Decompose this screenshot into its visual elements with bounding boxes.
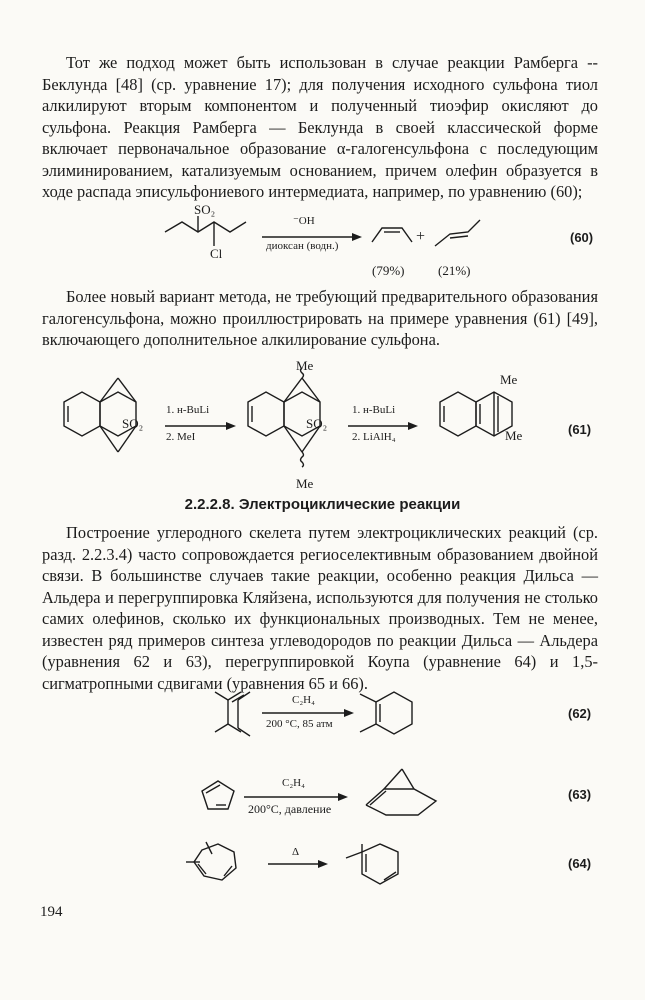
eq61-mol-b-ring-left: [248, 392, 284, 436]
eq61-mol-b-wavy-bottom: [301, 452, 304, 467]
equation-62: [0, 688, 645, 748]
eq60-reagent-bottom: диоксан (водн.): [266, 240, 339, 252]
eq60-yield-1: (79%): [372, 263, 405, 278]
eq60-reactant-chain: [165, 222, 246, 232]
eq62-reagent-top: C₂H₄: [292, 694, 315, 706]
eq61-mol-b-so2: SO₂: [306, 416, 328, 431]
eq63-reagent-top: C₂H₄: [282, 777, 305, 789]
eq63-norbornene: [366, 789, 436, 815]
section-heading: 2.2.2.8. Электроциклические реакции: [184, 496, 461, 513]
equation-64-structures: [0, 840, 645, 900]
eq61-step1-b: 1. н-BuLi: [352, 404, 396, 416]
eq61-mol-a-ring-left: [64, 392, 100, 436]
eq63-reagent-bottom: 200°C, давление: [248, 802, 332, 816]
page-number: 194: [40, 904, 63, 920]
eq64-reactant-ring: [194, 844, 236, 880]
eq60-plus: +: [416, 228, 426, 245]
eq61-step2-a: 2. MeI: [166, 431, 196, 443]
equation-63: [0, 765, 645, 835]
eq64-number: (64): [568, 856, 592, 871]
eq61-me-bottom: Me: [296, 476, 314, 491]
eq64-reagent-top: Δ: [292, 846, 300, 858]
eq61-number: (61): [568, 422, 592, 437]
eq62-reagent-bottom: 200 °C, 85 атм: [266, 718, 333, 730]
eq61-product-me-2: Me: [505, 428, 523, 443]
paragraph-1: Тот же подход может быть использован в случае реакции Рамберга -- Беклунда [48] (ср. уравнение 17); для получения исходного сульфона тиол алкилируют вторым компонентом и полученный тиоэфир окисляют до сульфона. Реакция Рамберга — Беклунда в своей классической форме включает первоначальное образование α-галогенсульфона с последующим элиминированием, катализуемым основанием, причем олефин образуется в ходе распада эписульфониевого интермедиата, например, по уравнению (60);: [42, 53, 598, 201]
eq60-product-trans: [435, 220, 480, 246]
paragraph-2: Более новый вариант метода, не требующий предварительного образования галогенсульфона, можно проиллюстрировать на примере уравнения (61) [49], включающего дополнительное алкилирование сульфона.: [42, 287, 598, 349]
eq62-product-ring: [376, 692, 412, 734]
paragraph-3: Построение углеродного скелета путем электроциклических реакций (ср. разд. 2.2.3.4) часто сопровождается региоселективным образованием двойной связи. В большинстве случаев такие реакции, особенно реакция Дильса — Альдера и перегруппировка Кляйзена, используются для получения не столько самих олефинов, сколько их функциональных производных. Тем не менее, известен ряд примеров синтеза углеводородов по реакции Дильса — Альдера (уравнения 62 и 63), перегруппировкой Коупа (уравнение 64) и 1,5-сигматропными сдвигами (уравнения 65 и 66).: [42, 523, 598, 693]
eq63-number: (63): [568, 787, 592, 802]
equation-60: [0, 200, 645, 280]
eq64-product-ring: [362, 844, 398, 884]
eq60-number: (60): [570, 230, 594, 245]
eq60-cl-label: Cl: [210, 246, 223, 261]
eq61-mol-a-so2: SO₂: [122, 416, 144, 431]
eq61-product-me-1: Me: [500, 372, 518, 387]
eq61-step2-b: 2. LiAlH₄: [352, 431, 396, 443]
equation-61: [0, 360, 645, 495]
eq60-yield-2: (21%): [438, 263, 471, 278]
equation-64: [0, 840, 645, 900]
eq61-step1-a: 1. н-BuLi: [166, 404, 210, 416]
eq60-so2-label: SO₂: [194, 202, 216, 217]
eq61-product-ring-left: [440, 392, 476, 436]
eq61-me-top: Me: [296, 358, 314, 373]
eq62-number: (62): [568, 706, 592, 721]
eq60-product-cis: [372, 228, 412, 242]
equation-63-structures: [0, 765, 645, 835]
eq60-reagent-top: ⁻OH: [293, 215, 315, 227]
